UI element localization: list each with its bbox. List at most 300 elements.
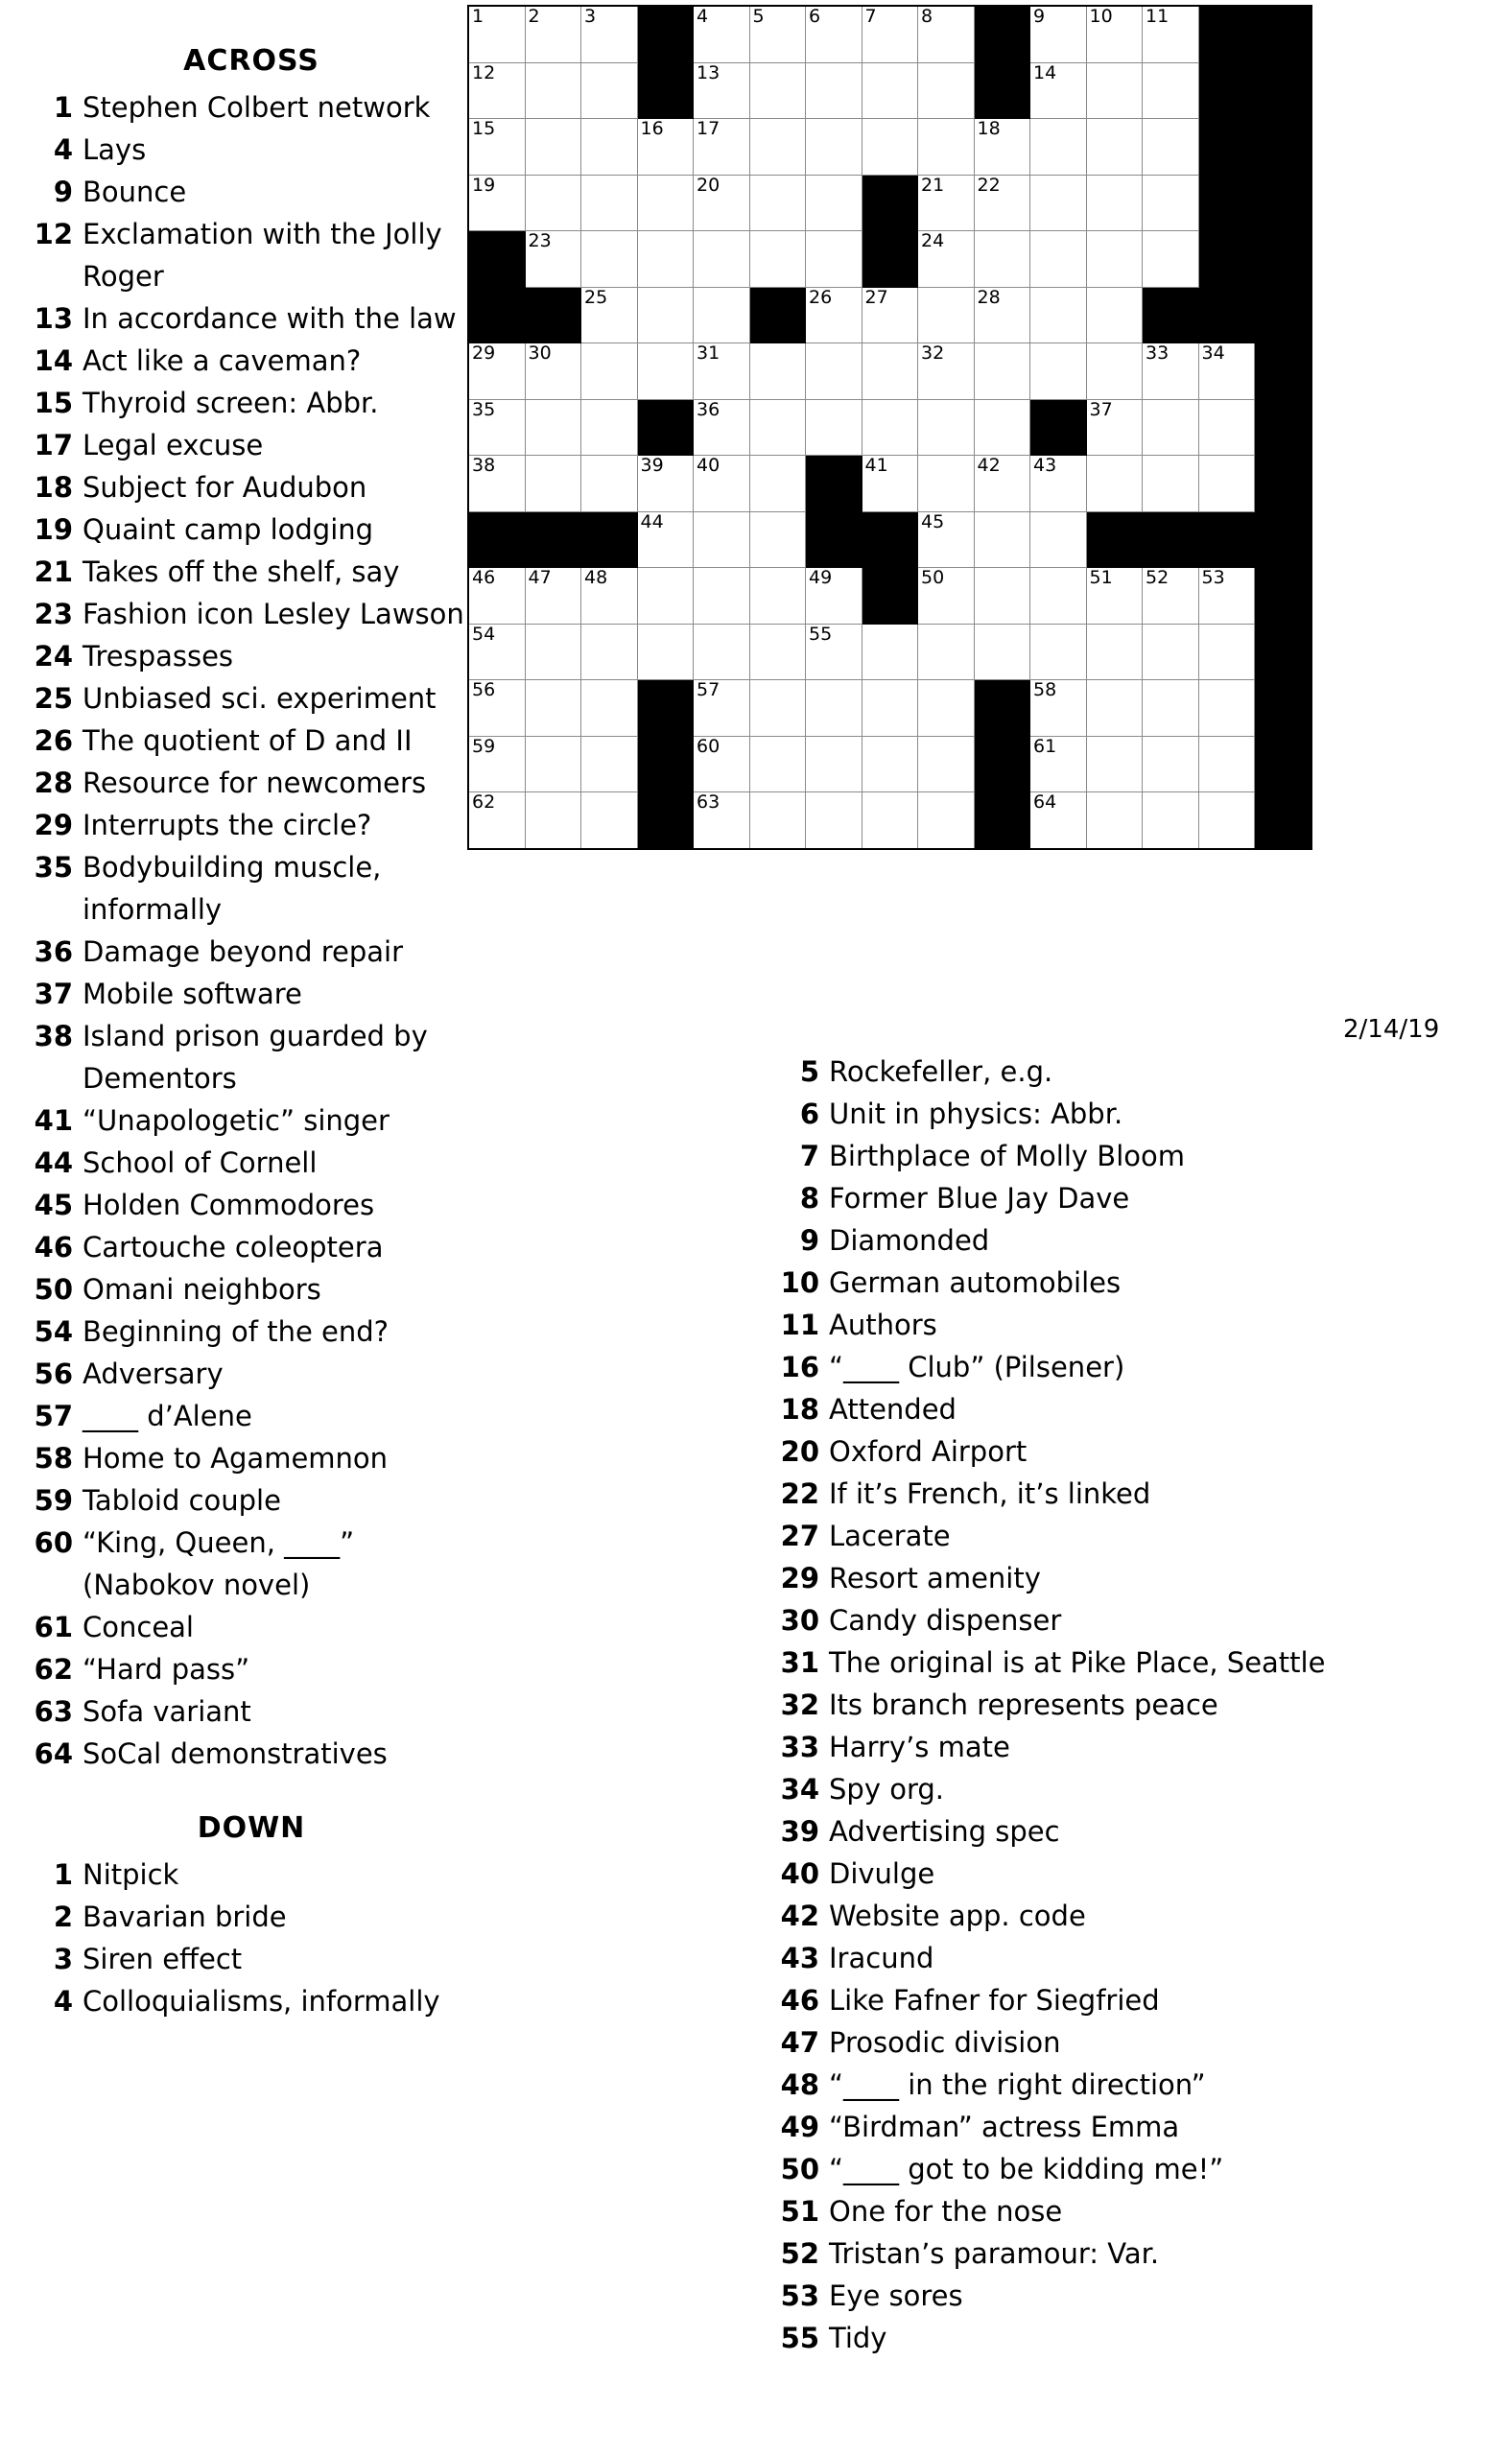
grid-cell[interactable]	[468, 343, 525, 400]
grid-cell[interactable]	[1086, 624, 1143, 680]
clue-number: 62	[34, 1653, 73, 1686]
grid-cell[interactable]	[637, 568, 694, 625]
grid-cell[interactable]	[749, 624, 806, 680]
grid-cell[interactable]	[694, 511, 750, 568]
across-clue-item[interactable]	[31, 1437, 472, 1479]
grid-cell[interactable]	[468, 792, 525, 849]
grid-cell[interactable]	[862, 62, 918, 119]
down-clue-item[interactable]	[777, 1219, 1449, 1262]
grid-cell-number: 33	[1146, 342, 1169, 364]
grid-cell[interactable]	[581, 119, 638, 176]
grid-cell[interactable]	[694, 119, 750, 176]
down-clue-item[interactable]	[777, 2232, 1449, 2275]
grid-cell-number: 12	[472, 61, 496, 83]
grid-cell[interactable]	[1030, 736, 1087, 792]
grid-cell[interactable]	[806, 6, 862, 62]
grid-cell[interactable]	[581, 175, 638, 231]
grid-cell[interactable]	[468, 6, 525, 62]
down-clue-item[interactable]	[31, 1938, 472, 1980]
grid-cell[interactable]	[581, 624, 638, 680]
grid-cell[interactable]	[525, 624, 581, 680]
grid-cell[interactable]	[637, 624, 694, 680]
grid-cell[interactable]	[1030, 343, 1087, 400]
clue-number: 2	[53, 1901, 73, 1933]
grid-cell[interactable]	[694, 62, 750, 119]
down-clue-item[interactable]	[777, 2106, 1449, 2148]
grid-cell[interactable]	[918, 343, 975, 400]
across-clue-item[interactable]	[31, 1099, 472, 1142]
across-clue-item[interactable]	[31, 297, 472, 340]
grid-cell[interactable]	[1030, 231, 1087, 288]
grid-cell[interactable]	[749, 6, 806, 62]
down-clue-item[interactable]	[777, 1430, 1449, 1473]
grid-cell[interactable]	[525, 175, 581, 231]
grid-cell[interactable]	[1198, 568, 1255, 625]
grid-cell[interactable]	[1030, 119, 1087, 176]
grid-cell[interactable]	[468, 119, 525, 176]
grid-cell[interactable]	[637, 343, 694, 400]
across-clue-item[interactable]	[31, 466, 472, 508]
grid-cell[interactable]	[749, 568, 806, 625]
grid-cell[interactable]	[862, 456, 918, 512]
clue-number: 46	[34, 1231, 73, 1263]
grid-cell[interactable]	[1030, 287, 1087, 343]
grid-cell[interactable]	[918, 792, 975, 849]
clue-text: Oxford Airport	[829, 1435, 1028, 1468]
down-clue-item[interactable]	[31, 1980, 472, 2022]
grid-cell[interactable]	[525, 119, 581, 176]
grid-cell[interactable]	[974, 624, 1030, 680]
down-clue-item[interactable]	[777, 1853, 1449, 1895]
clue-text: Conceal	[83, 1611, 194, 1643]
grid-cell-number: 61	[1033, 735, 1057, 757]
grid-cell[interactable]	[468, 175, 525, 231]
grid-cell[interactable]	[1086, 568, 1143, 625]
grid-cell[interactable]	[918, 287, 975, 343]
across-clue-item[interactable]	[31, 508, 472, 551]
across-clue-item[interactable]	[31, 1479, 472, 1522]
grid-cell[interactable]	[862, 343, 918, 400]
across-clue-item[interactable]	[31, 762, 472, 804]
grid-cell[interactable]	[525, 399, 581, 456]
grid-cell[interactable]	[918, 6, 975, 62]
down-clue-item[interactable]	[777, 1641, 1449, 1684]
clue-text: Bodybuilding muscle, informally	[83, 851, 382, 926]
grid-cell[interactable]	[581, 736, 638, 792]
grid-cell[interactable]	[1143, 736, 1199, 792]
grid-cell[interactable]	[525, 231, 581, 288]
grid-block-cell	[637, 736, 694, 792]
down-clue-item[interactable]	[777, 1135, 1449, 1177]
grid-cell[interactable]	[694, 680, 750, 737]
grid-cell[interactable]	[581, 287, 638, 343]
grid-cell[interactable]	[581, 62, 638, 119]
clue-text: Holden Commodores	[83, 1189, 375, 1221]
grid-cell[interactable]	[806, 736, 862, 792]
across-clue-item[interactable]	[31, 1606, 472, 1648]
grid-cell[interactable]	[918, 119, 975, 176]
clue-text: Iracund	[829, 1942, 934, 1974]
across-clue-item[interactable]	[31, 1268, 472, 1311]
grid-cell[interactable]	[918, 624, 975, 680]
grid-cell[interactable]	[749, 119, 806, 176]
grid-block-cell	[974, 62, 1030, 119]
grid-block-cell	[1255, 175, 1311, 231]
grid-cell[interactable]	[468, 624, 525, 680]
grid-row	[468, 119, 1311, 176]
across-clue-item[interactable]	[31, 593, 472, 635]
grid-cell-number: 3	[584, 6, 597, 27]
across-clue-item[interactable]	[31, 846, 472, 931]
grid-cell[interactable]	[468, 456, 525, 512]
grid-cell[interactable]	[862, 680, 918, 737]
grid-cell[interactable]	[1030, 456, 1087, 512]
grid-row	[468, 175, 1311, 231]
grid-cell[interactable]	[806, 624, 862, 680]
grid-cell[interactable]	[806, 568, 862, 625]
down-clue-item[interactable]	[777, 1599, 1449, 1641]
clue-text: Island prison guarded by Dementors	[83, 1020, 428, 1095]
grid-cell[interactable]	[637, 119, 694, 176]
grid-cell[interactable]	[918, 231, 975, 288]
grid-cell-number: 7	[864, 6, 877, 27]
grid-cell[interactable]	[525, 343, 581, 400]
grid-cell[interactable]	[1143, 680, 1199, 737]
down-clue-item[interactable]	[777, 1177, 1449, 1219]
grid-cell[interactable]	[694, 231, 750, 288]
grid-cell[interactable]	[1030, 6, 1087, 62]
down-clue-item[interactable]	[777, 2317, 1449, 2359]
grid-cell[interactable]	[749, 399, 806, 456]
grid-cell-number: 18	[977, 118, 1001, 139]
across-clue-item[interactable]	[31, 1353, 472, 1395]
grid-cell[interactable]	[1030, 792, 1087, 849]
down-clue-item[interactable]	[777, 1093, 1449, 1135]
grid-cell-number: 13	[697, 61, 721, 83]
grid-cell[interactable]	[749, 456, 806, 512]
clue-number: 9	[799, 1224, 819, 1257]
grid-cell[interactable]	[749, 175, 806, 231]
down-clue-item[interactable]	[777, 1684, 1449, 1726]
across-clue-item[interactable]	[31, 720, 472, 762]
clue-number: 44	[34, 1146, 73, 1179]
grid-cell-number: 64	[1033, 791, 1057, 813]
grid-cell[interactable]	[1198, 343, 1255, 400]
down-clue-item[interactable]	[777, 1304, 1449, 1346]
across-clue-item[interactable]	[31, 86, 472, 129]
grid-cell-number: 55	[809, 623, 833, 645]
across-clue-item[interactable]	[31, 635, 472, 677]
grid-cell[interactable]	[806, 119, 862, 176]
down-clue-item[interactable]	[777, 1388, 1449, 1430]
across-clue-item[interactable]	[31, 1015, 472, 1099]
grid-cell[interactable]	[525, 736, 581, 792]
grid-cell[interactable]	[862, 6, 918, 62]
grid-cell[interactable]	[918, 456, 975, 512]
grid-cell-number: 54	[472, 623, 496, 645]
grid-cell[interactable]	[806, 792, 862, 849]
grid-row	[468, 231, 1311, 288]
grid-cell[interactable]	[637, 231, 694, 288]
grid-cell-number: 49	[809, 567, 833, 588]
across-clue-item[interactable]	[31, 1395, 472, 1437]
grid-block-cell	[468, 511, 525, 568]
grid-cell[interactable]	[468, 680, 525, 737]
grid-cell[interactable]	[1143, 343, 1199, 400]
grid-row	[468, 62, 1311, 119]
down-clue-item[interactable]	[777, 2064, 1449, 2106]
grid-cell[interactable]	[974, 456, 1030, 512]
grid-cell[interactable]	[525, 792, 581, 849]
grid-cell[interactable]	[637, 175, 694, 231]
down-clue-item[interactable]	[777, 2148, 1449, 2190]
grid-block-cell	[1255, 343, 1311, 400]
clue-text: Mobile software	[83, 978, 302, 1010]
grid-cell[interactable]	[862, 287, 918, 343]
grid-cell[interactable]	[974, 287, 1030, 343]
grid-cell[interactable]	[1198, 792, 1255, 849]
grid-cell[interactable]	[468, 399, 525, 456]
grid-cell[interactable]	[1086, 399, 1143, 456]
down-clue-item[interactable]	[777, 1726, 1449, 1768]
grid-row	[468, 287, 1311, 343]
grid-cell[interactable]	[749, 62, 806, 119]
clue-text: Quaint camp lodging	[83, 513, 374, 546]
down-clue-item[interactable]	[777, 1515, 1449, 1557]
grid-cell[interactable]	[637, 456, 694, 512]
clue-number: 59	[34, 1484, 73, 1517]
grid-cell[interactable]	[694, 6, 750, 62]
grid-cell-number: 10	[1089, 6, 1113, 27]
grid-cell[interactable]	[637, 287, 694, 343]
across-clue-item[interactable]	[31, 1733, 472, 1775]
grid-cell[interactable]	[525, 568, 581, 625]
grid-cell[interactable]	[1198, 399, 1255, 456]
across-clue-item[interactable]	[31, 171, 472, 213]
grid-cell[interactable]	[806, 399, 862, 456]
grid-cell[interactable]	[1086, 287, 1143, 343]
grid-cell[interactable]	[1198, 456, 1255, 512]
grid-cell[interactable]	[806, 343, 862, 400]
grid-cell[interactable]	[1143, 6, 1199, 62]
grid-cell[interactable]	[1086, 792, 1143, 849]
grid-cell[interactable]	[974, 511, 1030, 568]
clue-text: The original is at Pike Place, Seattle	[829, 1646, 1326, 1679]
grid-block-cell	[1255, 568, 1311, 625]
across-clue-item[interactable]	[31, 340, 472, 382]
down-clue-item[interactable]	[777, 1810, 1449, 1853]
crossword-table[interactable]	[467, 5, 1312, 850]
grid-cell-number: 51	[1089, 567, 1113, 588]
grid-cell[interactable]	[694, 624, 750, 680]
grid-cell[interactable]	[806, 287, 862, 343]
grid-cell[interactable]	[525, 456, 581, 512]
down-clue-item[interactable]	[777, 1557, 1449, 1599]
grid-cell[interactable]	[918, 175, 975, 231]
grid-cell[interactable]	[749, 792, 806, 849]
grid-cell[interactable]	[806, 680, 862, 737]
across-clue-item[interactable]	[31, 1522, 472, 1606]
grid-cell[interactable]	[1086, 119, 1143, 176]
crossword-grid[interactable]	[467, 5, 1465, 850]
grid-block-cell	[1255, 231, 1311, 288]
grid-cell[interactable]	[749, 680, 806, 737]
grid-cell[interactable]	[694, 456, 750, 512]
grid-cell-number: 46	[472, 567, 496, 588]
grid-cell[interactable]	[749, 511, 806, 568]
across-clue-item[interactable]	[31, 1311, 472, 1353]
grid-cell[interactable]	[694, 568, 750, 625]
grid-cell[interactable]	[1030, 680, 1087, 737]
grid-cell[interactable]	[806, 62, 862, 119]
grid-cell[interactable]	[974, 343, 1030, 400]
clue-text: In accordance with the law	[83, 302, 457, 335]
grid-cell[interactable]	[468, 568, 525, 625]
grid-cell[interactable]	[862, 119, 918, 176]
grid-cell[interactable]	[1143, 792, 1199, 849]
grid-block-cell	[637, 6, 694, 62]
down-clue-item[interactable]	[777, 1473, 1449, 1515]
grid-cell[interactable]	[862, 792, 918, 849]
grid-cell[interactable]	[581, 6, 638, 62]
grid-cell[interactable]	[637, 511, 694, 568]
grid-cell[interactable]	[974, 119, 1030, 176]
down-clue-item[interactable]	[777, 1937, 1449, 1979]
across-clue-item[interactable]	[31, 931, 472, 973]
across-clue-item[interactable]	[31, 677, 472, 720]
grid-cell[interactable]	[525, 6, 581, 62]
grid-cell[interactable]	[525, 62, 581, 119]
grid-cell[interactable]	[1198, 624, 1255, 680]
across-clue-item[interactable]	[31, 804, 472, 846]
grid-cell[interactable]	[862, 399, 918, 456]
grid-cell[interactable]	[1143, 231, 1199, 288]
grid-cell[interactable]	[581, 399, 638, 456]
grid-cell[interactable]	[1030, 624, 1087, 680]
down-clue-item[interactable]	[777, 2190, 1449, 2232]
down-clue-item[interactable]	[777, 1979, 1449, 2021]
grid-cell[interactable]	[918, 62, 975, 119]
grid-cell[interactable]	[694, 399, 750, 456]
grid-cell[interactable]	[918, 680, 975, 737]
grid-cell[interactable]	[1030, 62, 1087, 119]
grid-cell[interactable]	[1143, 119, 1199, 176]
grid-cell[interactable]	[918, 511, 975, 568]
across-clue-item[interactable]	[31, 1690, 472, 1733]
grid-cell[interactable]	[749, 343, 806, 400]
down-clue-item[interactable]	[777, 1895, 1449, 1937]
grid-cell-number: 27	[864, 286, 888, 308]
grid-cell[interactable]	[918, 568, 975, 625]
across-clue-item[interactable]	[31, 1142, 472, 1184]
across-clue-item[interactable]	[31, 1184, 472, 1226]
grid-cell[interactable]	[749, 736, 806, 792]
grid-cell-number: 31	[697, 342, 721, 364]
grid-cell[interactable]	[694, 736, 750, 792]
down-clue-item[interactable]	[777, 1262, 1449, 1304]
grid-cell-number: 42	[977, 455, 1001, 476]
down-clue-item[interactable]	[31, 1896, 472, 1938]
across-clue-item[interactable]	[31, 213, 472, 297]
grid-cell[interactable]	[974, 399, 1030, 456]
grid-cell[interactable]	[581, 680, 638, 737]
grid-cell[interactable]	[1086, 343, 1143, 400]
grid-cell[interactable]	[694, 175, 750, 231]
grid-cell[interactable]	[1086, 6, 1143, 62]
grid-cell[interactable]	[918, 736, 975, 792]
down-clue-item[interactable]	[31, 1854, 472, 1896]
grid-cell[interactable]	[694, 343, 750, 400]
across-clue-item[interactable]	[31, 973, 472, 1015]
grid-cell[interactable]	[1143, 624, 1199, 680]
grid-cell[interactable]	[468, 62, 525, 119]
grid-cell[interactable]	[1143, 568, 1199, 625]
grid-cell[interactable]	[806, 231, 862, 288]
grid-cell[interactable]	[581, 568, 638, 625]
grid-cell-number: 8	[921, 6, 933, 27]
clue-number: 49	[780, 2111, 819, 2143]
grid-block-cell	[1198, 231, 1255, 288]
grid-cell[interactable]	[862, 624, 918, 680]
down-clue-item[interactable]	[777, 1346, 1449, 1388]
down-clue-item[interactable]	[777, 1768, 1449, 1810]
grid-cell[interactable]	[525, 680, 581, 737]
across-clue-item[interactable]	[31, 1226, 472, 1268]
grid-cell[interactable]	[1030, 511, 1087, 568]
grid-cell[interactable]	[581, 231, 638, 288]
grid-cell[interactable]	[974, 568, 1030, 625]
down-clue-item[interactable]	[777, 2021, 1449, 2064]
grid-cell[interactable]	[749, 231, 806, 288]
grid-cell[interactable]	[1030, 175, 1087, 231]
grid-cell[interactable]	[1086, 680, 1143, 737]
grid-cell[interactable]	[1143, 399, 1199, 456]
across-clue-item[interactable]	[31, 129, 472, 171]
grid-cell[interactable]	[468, 736, 525, 792]
across-clue-item[interactable]	[31, 1648, 472, 1690]
grid-cell[interactable]	[581, 343, 638, 400]
grid-cell[interactable]	[581, 456, 638, 512]
grid-cell[interactable]	[1086, 736, 1143, 792]
grid-cell[interactable]	[1143, 175, 1199, 231]
grid-cell[interactable]	[581, 792, 638, 849]
clue-number: 29	[34, 809, 73, 841]
across-clue-item[interactable]	[31, 551, 472, 593]
grid-cell[interactable]	[1086, 175, 1143, 231]
down-clue-item[interactable]	[777, 2275, 1449, 2317]
grid-cell[interactable]	[1143, 62, 1199, 119]
clue-text: One for the nose	[829, 2195, 1063, 2228]
across-clue-item[interactable]	[31, 424, 472, 466]
down-clue-item[interactable]	[777, 1051, 1449, 1093]
grid-cell[interactable]	[1030, 568, 1087, 625]
grid-cell[interactable]	[806, 175, 862, 231]
grid-cell[interactable]	[1086, 231, 1143, 288]
grid-cell[interactable]	[974, 175, 1030, 231]
grid-cell[interactable]	[1086, 456, 1143, 512]
grid-cell[interactable]	[694, 287, 750, 343]
grid-cell[interactable]	[1198, 736, 1255, 792]
grid-cell[interactable]	[1143, 456, 1199, 512]
grid-cell[interactable]	[974, 231, 1030, 288]
grid-cell[interactable]	[862, 736, 918, 792]
grid-cell[interactable]	[918, 399, 975, 456]
grid-cell[interactable]	[1198, 680, 1255, 737]
grid-cell[interactable]	[694, 792, 750, 849]
clue-text: Eye sores	[829, 2279, 963, 2312]
across-clue-item[interactable]	[31, 382, 472, 424]
grid-cell[interactable]	[1086, 62, 1143, 119]
